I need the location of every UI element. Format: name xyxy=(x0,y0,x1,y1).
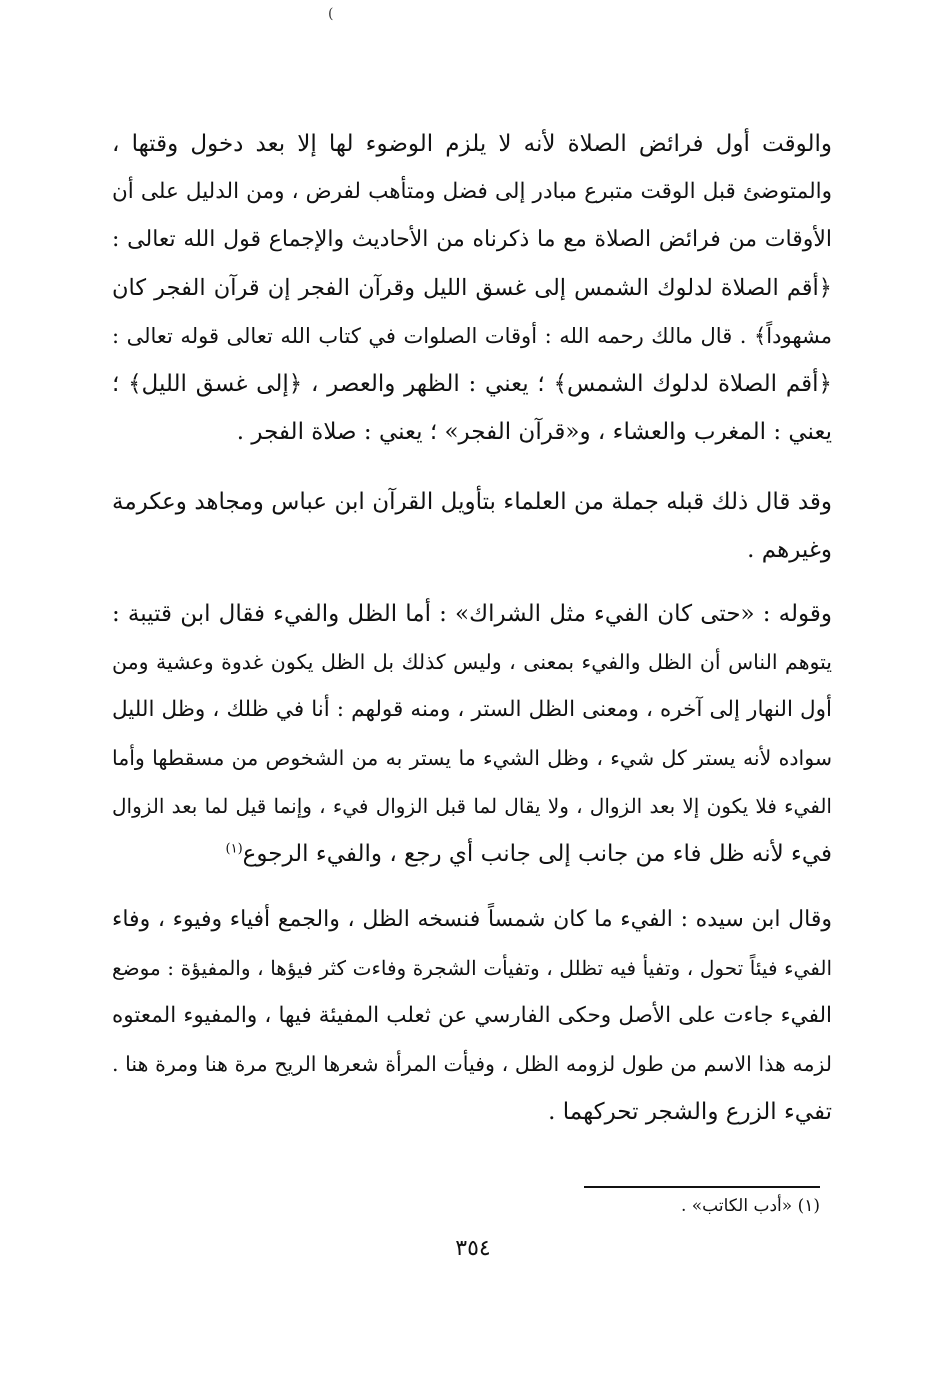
text-line: يتوهم الناس أن الظل والفيء بمعنى ، وليس كذلك بل الظل يكون غدوة وعشية ومن xyxy=(112,650,832,674)
page-body xyxy=(112,120,832,1136)
top-mark: ( xyxy=(328,6,334,22)
text-line: الفيء جاءت على الأصل وحكى الفارسي عن ثعلب المفيئة فيها ، والمفيوء المعتوه xyxy=(112,1003,832,1028)
paragraph-1 xyxy=(112,120,832,456)
text-line: لزمه هذا الاسم من طول لزومه الظل ، وفيأت المرأة شعرها الريح مرة هنا ومرة هنا . xyxy=(112,1052,832,1076)
footnote-divider xyxy=(584,1186,820,1188)
text-line: ﴿أقم الصلاة لدلوك الشمس إلى غسق الليل وقرآن الفجر إن قرآن الفجر كان xyxy=(112,275,832,301)
text-line-content: فيء لأنه ظل فاء من جانب إلى جانب أي رجع ، والفيء الرجوع xyxy=(242,841,832,867)
text-line: الفيء فلا يكون إلا بعد الزوال ، ولا يقال لما قبل الزوال فيء ، وإنما قيل لما بعد الزوال xyxy=(112,794,832,818)
text-line: وقال ابن سيده : الفيء ما كان شمساً فنسخه الظل ، والجمع أفياء وفيوء ، وفاء xyxy=(112,907,832,932)
text-line: الفيء فيئاً تحول ، وتفيأ فيه تظلل ، وتفيأت الشجرة وفاءت كثر فيؤها ، والمفيؤة : موضع xyxy=(112,956,832,980)
text-line: وقوله : «حتى كان الفيء مثل الشراك» : أما الظل والفيء فقال ابن قتيبة : xyxy=(112,601,832,627)
text-line: الأوقات من فرائض الصلاة مع ما ذكرناه من الأحاديث والإجماع قول الله تعالى : xyxy=(112,227,832,252)
text-line: وقد قال ذلك قبله جملة من العلماء بتأويل القرآن ابن عباس ومجاهد وعكرمة xyxy=(112,489,832,515)
text-line: مشهوداً﴾ . قال مالك رحمه الله : أوقات الصلوات في كتاب الله تعالى قوله تعالى : xyxy=(112,324,832,348)
paragraph-4 xyxy=(112,896,832,1136)
paragraph-3 xyxy=(112,590,832,878)
text-line: سواده لأنه يستر كل شيء ، وظل الشيء ما يستر به من الشخوص من مسقطها وأما xyxy=(112,746,832,770)
text-line: والمتوضئ قبل الوقت متبرع مبادر إلى فضل ومتأهب لفرض ، ومن الدليل على أن xyxy=(112,179,832,204)
footnote: (١) «أدب الكاتب» . xyxy=(680,1196,820,1216)
text-line: يعني : المغرب والعشاء ، و«قرآن الفجر» ؛ يعني : صلاة الفجر . xyxy=(236,419,832,445)
text-line: أول النهار إلى آخره ، ومعنى الظل الستر ، ومنه قولهم : أنا في ظلك ، وظل الليل xyxy=(112,697,832,722)
paragraph-2 xyxy=(112,478,832,574)
page-number: ٣٥٤ xyxy=(455,1236,491,1261)
text-line-with-footnote xyxy=(112,830,832,878)
text-line: تفيء الزرع والشجر تحركهما . xyxy=(548,1099,832,1125)
footnote-reference: (١) xyxy=(225,841,243,857)
text-line: وغيرهم . xyxy=(747,537,832,563)
text-line: ﴿أقم الصلاة لدلوك الشمس﴾ ؛ يعني : الظهر والعصر ، ﴿إلى غسق الليل﴾ ؛ xyxy=(112,371,832,397)
text-line: والوقت أول فرائض الصلاة لأنه لا يلزم الوضوء لها إلا بعد دخول وقتها ، xyxy=(112,131,832,157)
